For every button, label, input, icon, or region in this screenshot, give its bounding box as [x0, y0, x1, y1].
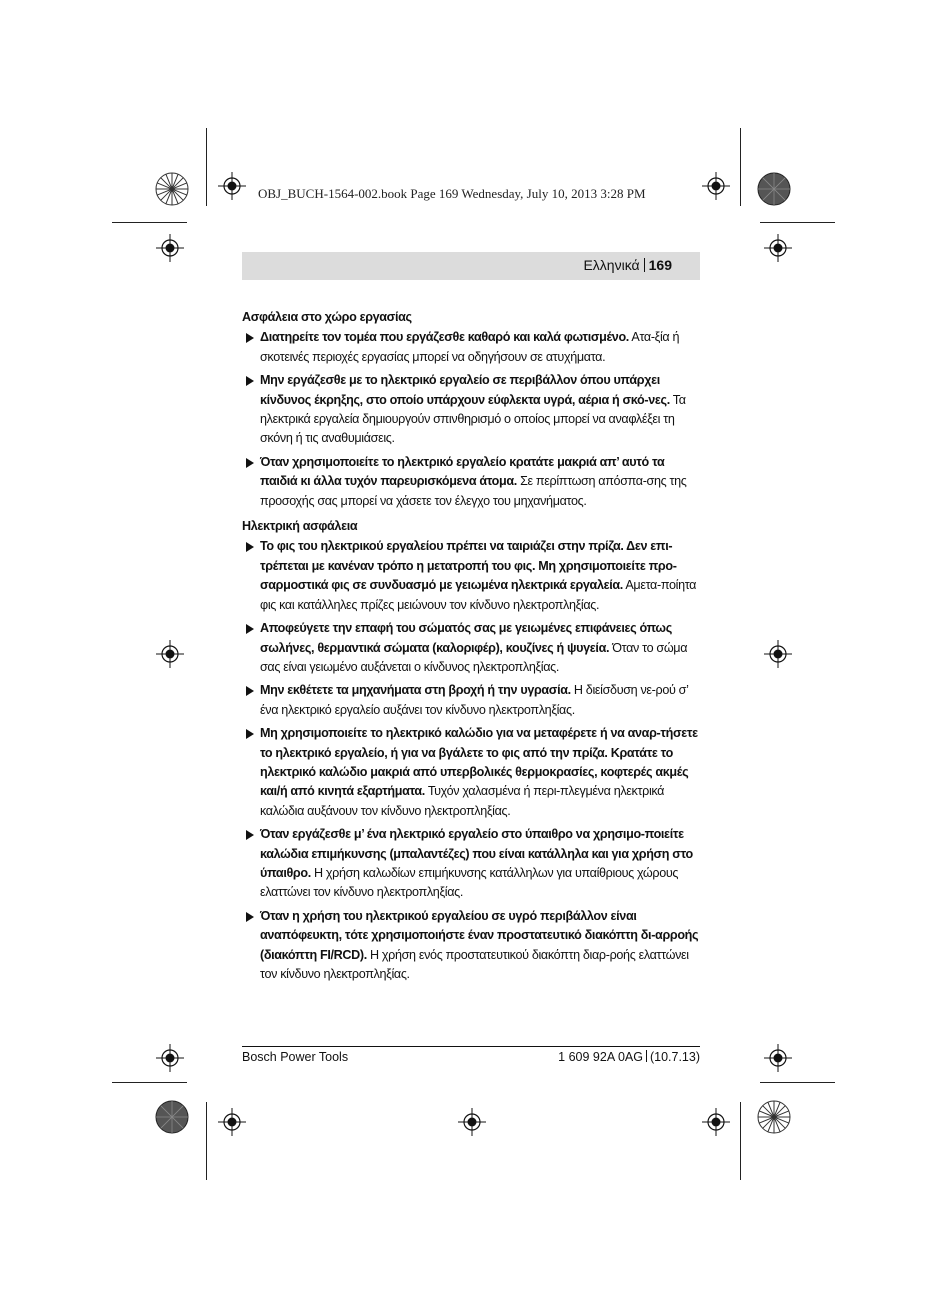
- item-text: Ατα-ξία ή σκοτεινές περιοχές εργασίας μπορεί να οδηγήσουν σε ατυχήματα.: [260, 330, 680, 364]
- star-target-icon: [757, 1100, 791, 1134]
- bullet-triangle-icon: [246, 333, 254, 343]
- registration-mark-icon: [764, 1044, 792, 1072]
- crop-mark-line: [740, 128, 741, 206]
- bullet-triangle-icon: [246, 542, 254, 552]
- print-slug: OBJ_BUCH-1564-002.book Page 169 Wednesday, July 10, 2013 3:28 PM: [258, 186, 646, 201]
- language-label: Ελληνικά: [583, 257, 640, 273]
- item-text: Όταν το σώμα σας είναι γειωμένο αυξάνεται ο κίνδυνος ηλεκτροπληξίας.: [260, 640, 688, 674]
- item-bold-text: Το φις του ηλεκτρικού εργαλείου πρέπει να ταιριάζει στην πρίζα. Δεν επι-τρέπεται με κανέναν τρόπο η μετατροπή του φις. Μη χρησιμοποιείτε προ-σαρμοστικά φις σε συνδυασμό με γειωμένα ηλεκτρικά εργαλεία.: [260, 539, 677, 593]
- footer-rule: [242, 1046, 700, 1047]
- doc-number: 1 609 92A 0AG: [558, 1050, 643, 1064]
- bullet-triangle-icon: [246, 624, 254, 634]
- registration-mark-icon: [218, 1108, 246, 1136]
- item-bold-text: Μην εκθέτετε τα μηχανήματα στη βροχή ή την υγρασία.: [260, 683, 571, 698]
- crop-mark-line: [112, 1082, 187, 1083]
- safety-item: [242, 537, 700, 615]
- crop-mark-line: [740, 1102, 741, 1180]
- star-target-icon: [757, 172, 791, 206]
- item-bold-text: Αποφεύγετε την επαφή του σώματός σας με γειωμένες επιφάνειες όπως σωλήνες, θερμαντικά σώματα (καλοριφέρ), κουζίνες ή ψυγεία.: [260, 621, 672, 655]
- safety-item: [242, 371, 700, 449]
- footer-doc-info: [558, 1050, 700, 1064]
- safety-item: [242, 619, 700, 677]
- item-text: Αμετα-ποίητα φις και κατάλληλες πρίζες μειώνουν τον κίνδυνο ηλεκτροπληξίας.: [260, 578, 697, 612]
- crop-mark-line: [206, 1102, 207, 1180]
- footer-publisher: Bosch Power Tools: [242, 1050, 349, 1064]
- bullet-triangle-icon: [246, 729, 254, 739]
- item-bold-text: Μην εργάζεσθε με το ηλεκτρικό εργαλείο σε περιβάλλον όπου υπάρχει κίνδυνος έκρηξης, στο οποίο υπάρχουν εύφλεκτα υγρά, αέρια ή σκό-νες.: [260, 373, 670, 407]
- registration-mark-icon: [702, 172, 730, 200]
- registration-mark-icon: [156, 640, 184, 668]
- star-target-icon: [155, 1100, 189, 1134]
- main-content: [242, 308, 700, 988]
- item-text: Η χρήση ενός προστατευτικού διακόπτη διαρ-ροής ελαττώνει τον κίνδυνο ηλεκτροπληξίας.: [260, 947, 689, 981]
- registration-mark-icon: [764, 234, 792, 262]
- crop-mark-line: [206, 128, 207, 206]
- item-text: Η διείσδυση νε-ρού σ’ ένα ηλεκτρικό εργαλείο αυξάνει τον κίνδυνο ηλεκτροπληξίας.: [260, 683, 689, 717]
- registration-mark-icon: [764, 640, 792, 668]
- bullet-triangle-icon: [246, 376, 254, 386]
- safety-item: [242, 724, 700, 821]
- section-title: Ηλεκτρική ασφάλεια: [242, 519, 358, 534]
- item-text: Τυχόν χαλασμένα ή περι-πλεγμένα ηλεκτρικά καλώδια αυξάνουν τον κίνδυνο ηλεκτροπληξίας.: [260, 784, 665, 818]
- item-text: Η χρήση καλωδίων επιμήκυνσης κατάλληλων για υπαίθριους χώρους ελαττώνει τον κίνδυνο ηλεκτροπληξίας.: [260, 865, 679, 900]
- safety-item: [242, 453, 700, 511]
- bullet-triangle-icon: [246, 458, 254, 468]
- crop-mark-line: [112, 222, 187, 223]
- safety-item: [242, 907, 700, 985]
- running-header-text: [583, 257, 672, 273]
- registration-mark-icon: [458, 1108, 486, 1136]
- doc-date: (10.7.13): [649, 1050, 700, 1064]
- page-number: 169: [648, 257, 672, 273]
- item-bold-text: Όταν εργάζεσθε μ’ ένα ηλεκτρικό εργαλείο στο ύπαιθρο να χρησιμο-ποιείτε καλώδια επιμήκυνσης (μπαλαντέζες) που είναι κατάλληλα και για χρήση στο ύπαιθρο.: [260, 827, 693, 880]
- footer-divider: [646, 1050, 647, 1062]
- registration-mark-icon: [156, 234, 184, 262]
- registration-mark-icon: [702, 1108, 730, 1136]
- crop-mark-line: [760, 1082, 835, 1083]
- star-target-icon: [155, 172, 189, 206]
- item-text: Τα ηλεκτρικά εργαλεία δημιουργούν σπινθηρισμό ο οποίος μπορεί να αναφλέξει τη σκόνη ή τις αναθυμιάσεις.: [260, 392, 686, 446]
- section-title: Ασφάλεια στο χώρο εργασίας: [242, 310, 412, 324]
- bullet-triangle-icon: [246, 830, 254, 840]
- item-bold-text: Όταν χρησιμοποιείτε το ηλεκτρικό εργαλείο κρατάτε μακριά απ’ αυτό τα παιδιά κι άλλα τυχόν παρευρισκόμενα άτομα.: [260, 454, 665, 489]
- safety-item: [242, 328, 700, 367]
- item-bold-text: Διατηρείτε τον τομέα που εργάζεσθε καθαρό και καλά φωτισμένο.: [260, 330, 629, 345]
- item-text: Σε περίπτωση απόσπα-σης της προσοχής σας μπορεί να χάσετε τον έλεγχο του μηχανήματος.: [260, 474, 687, 508]
- item-bold-text: Όταν η χρήση του ηλεκτρικού εργαλείου σε υγρό περιβάλλον είναι αναπόφευκτη, τότε χρησιμοποιήστε έναν προστατευτικό διακόπτη δι-αρροής (διακόπτη FI/RCD).: [260, 908, 699, 962]
- running-header: [242, 252, 700, 280]
- header-divider: [644, 258, 645, 272]
- registration-mark-icon: [156, 1044, 184, 1072]
- bullet-triangle-icon: [246, 912, 254, 922]
- safety-item: [242, 825, 700, 903]
- crop-mark-line: [760, 222, 835, 223]
- bullet-triangle-icon: [246, 686, 254, 696]
- registration-mark-icon: [218, 172, 246, 200]
- item-bold-text: Μη χρησιμοποιείτε το ηλεκτρικό καλώδιο για να μεταφέρετε ή να αναρ-τήσετε το ηλεκτρικό εργαλείο, ή για να βγάλετε το φις από την πρίζα. Κρατάτε το ηλεκτρικό καλώδιο μακριά από υπερβολικές θερμοκρασίες, κοφτερές ακμές και/ή από κινητά εξαρτήματα.: [260, 726, 698, 799]
- safety-item: [242, 681, 700, 720]
